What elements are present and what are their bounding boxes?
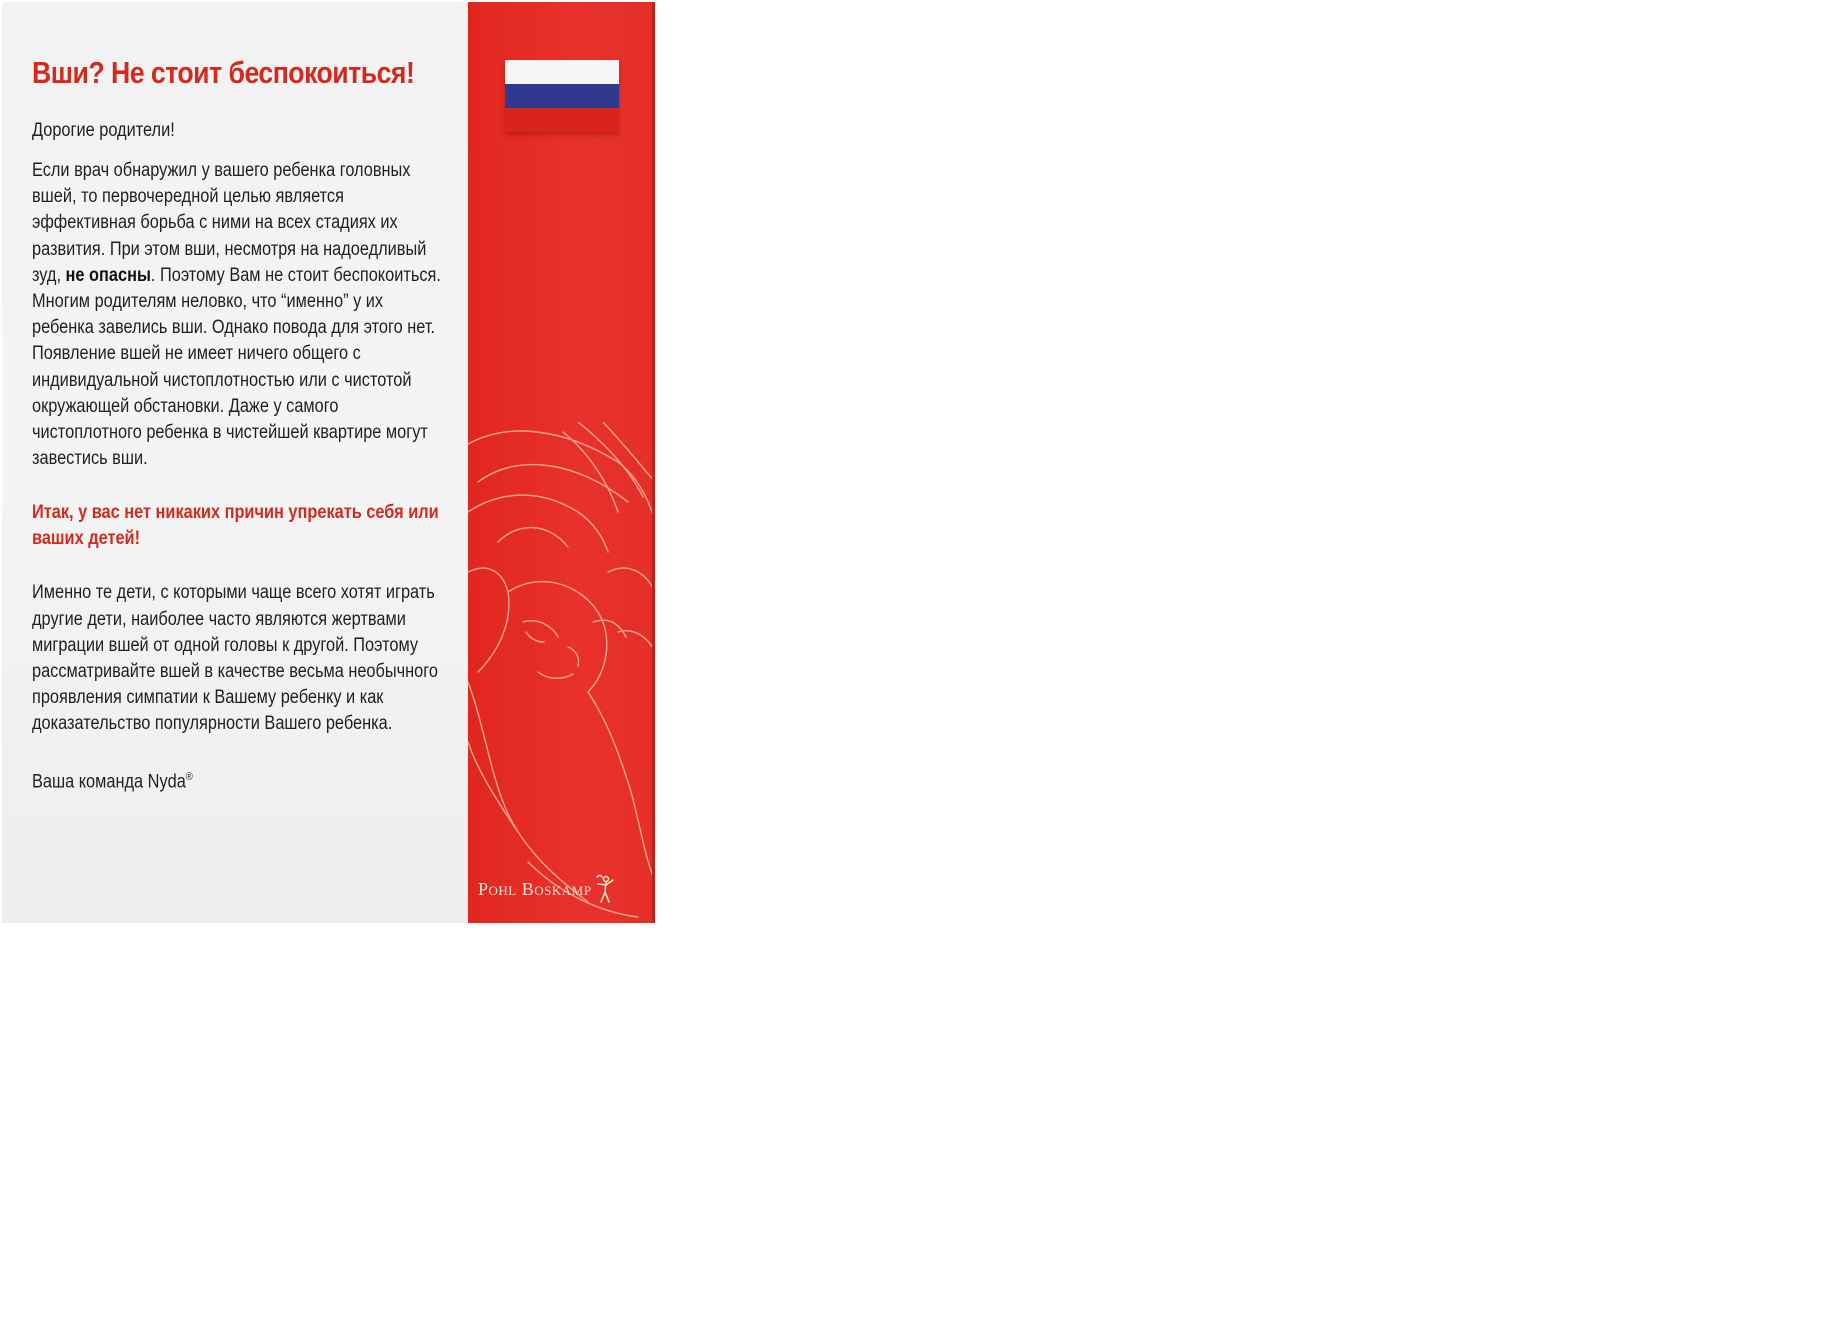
greeting: Дорогие родители!	[32, 120, 175, 141]
russian-flag-icon	[505, 60, 619, 132]
flag-stripe-blue	[505, 84, 619, 108]
signature-text: Ваша команда Nyda	[32, 770, 186, 792]
leaflet-page	[0, 0, 655, 925]
flag-stripe-white	[505, 60, 619, 84]
panel-edge	[652, 2, 655, 923]
signature	[32, 764, 390, 795]
paragraph-intro-part1: Если врач обнаружил у вашего ребенка головных вшей, то первочередной целью является эффективная борьба с ними на всех стадиях их развития. При этом вши, несмотря на надоедливый зуд,	[32, 160, 427, 286]
brand-name: Pohl Boskamp	[478, 878, 592, 899]
paragraph-intro-part2: . Поэтому Вам не стоит беспокоиться. Многим родителям неловко, что “именно” у их ребенка завелись вши. Однако повода для этого нет. Появление вшей не имеет ничего общего с индивидуальной чистоплотностью или с чистотой окружающей обстановки. Даже у самого чистоплотного ребенка в чистейшей квартире могут завестись вши.	[32, 264, 441, 470]
flag-stripe-red	[505, 108, 619, 132]
paragraph-intro	[32, 158, 443, 472]
headline: Вши? Не стоит беспокоиться!	[32, 55, 415, 90]
text-panel	[2, 2, 468, 923]
harlequin-figure-icon	[595, 874, 615, 904]
paragraph-popularity: Именно те дети, с которыми чаще всего хотят играть другие дети, наиболее часто являются жертвами миграции вшей от одной головы к другой. Поэтому рассматривайте вшей в качестве весьма необычного проявления симпатии к Вашему ребенку и как доказательство популярности Вашего ребенка.	[32, 582, 438, 735]
registered-mark: ®	[185, 770, 193, 783]
paragraph-intro-bold: не опасны	[65, 264, 151, 286]
mother-child-illustration	[468, 422, 655, 923]
brand-logo	[478, 874, 615, 904]
callout-text: Итак, у вас нет никаких причин упрекать себя или ваших детей!	[32, 502, 439, 550]
red-side-panel	[468, 2, 655, 923]
